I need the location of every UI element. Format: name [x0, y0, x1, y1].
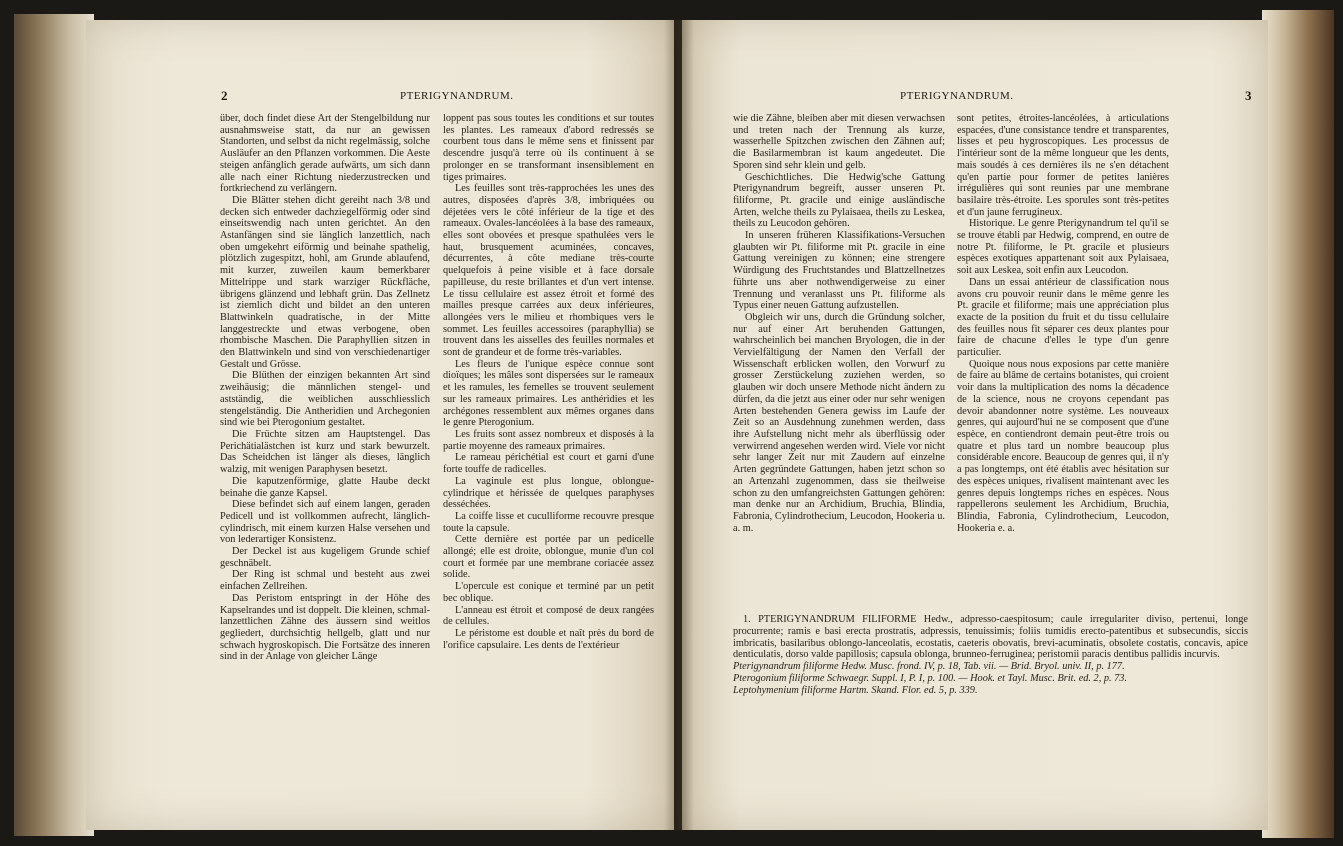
paragraph: L'anneau est étroit et composé de deux rangées de cellules.: [443, 604, 654, 628]
paragraph: Historique. Le genre Pterigynandrum tel qu'il se se trouve établi par Hedwig, comprend, en outre de notre Pt. filiforme, le Pt. gracile et plusieurs espèces exotiques appartenant soit aux Pylaisaea, soit aux Leskea, soit enfin aux Leucodon.: [957, 218, 1169, 277]
right-page-french-column: [957, 113, 1169, 534]
paragraph: La coiffe lisse et cuculliforme recouvre presque toute la capsule.: [443, 510, 654, 534]
paragraph: Le rameau périchétial est court et garni d'une forte touffe de radicelles.: [443, 452, 654, 476]
paragraph: sont petites, étroites-lancéolées, à articulations espacées, d'une consistance tendre et transparentes, lisses et peu hygroscopiques. Les processus de l'intérieur sont de la même longueur que les dents, mais soudés à ces dernières ils ne s'en détachent qu'en partie pour former de petites lanières irrégulières qui sont reunies par une membrane basilaire très-étroite. Les sporules sont très-petites et d'un jaune ferrugineux.: [957, 113, 1169, 218]
left-page-number: 2: [221, 88, 228, 103]
paragraph: über, doch findet diese Art der Stengelbildung nur ausnahmsweise statt, da nur an gewissen Standorten, und selbst da nicht regelmässig, solche Ausläufer an den Pflanzen vorkommen. Die Aeste steigen anfänglich gerade aufwärts, um sich dann alle nach einer Richtung niederzustrecken und fortkriechend zu verlängern.: [220, 113, 430, 195]
paragraph: Diese befindet sich auf einem langen, geraden Pedicell und ist vollkommen aufrecht, länglich-cylindrisch, mit einem kurzen Halse versehen und von lederartiger Konsistenz.: [220, 499, 430, 546]
paragraph: Les fruits sont assez nombreux et disposés à la partie moyenne des rameaux primaires.: [443, 428, 654, 452]
paragraph: In unseren früheren Klassifikations-Versuchen glaubten wir Pt. filiforme mit Pt. gracile in eine Gattung vereinigen zu können; eine strengere Würdigung des Fruchtstandes und Blattzellnetzes führte uns aber nothwendigerweise zu einer Trennung und veranlasst uns Pt. filiforme als Typus einer neuen Gattung aufzustellen.: [733, 230, 945, 312]
synonym-reference: Pterogonium filiforme Schwaegr. Suppl. I, P. I, p. 100. — Hook. et Tayl. Musc. Brit. ed. 2, p. 73.: [733, 672, 1128, 684]
book-gutter: [664, 20, 694, 830]
paragraph: wie die Zähne, bleiben aber mit diesen verwachsen und treten nach der Trennung als kurze, wasserhelle Spitzchen zwischen den Zähnen auf; die Basilarmembran ist kaum angedeutet. Die Sporen sind sehr klein und gelb.: [733, 113, 945, 171]
paragraph: Obgleich wir uns, durch die Gründung solcher, nur auf einer Art beruhenden Gattungen, wahrscheinlich bei manchen Bryologen, die in der Vervielfältigung der Namen den Verfall der Wissenschaft erblicken wollen, den Vorwurf zu grosser Zerstückelung zuziehen werden, so glauben wir doch unsere Methode nicht ändern zu dürfen, da die jetzt aus einer oder nur sehr wenigen Arten bestehenden Genera gewiss im Laufe der Zeit so an Ausdehnung zunehmen werden, dass ihre Aufstellung nicht mehr als überflüssig oder verwirrend angesehen werden wird. Viele vor nicht sehr langer Zeit nur mit Zaudern auf einzelne Arten gegründete Gattungen, haben jetzt schon so an Artenzahl zugenommen, dass sie theilweise schon zu den umfangreichsten Gattungen gehören: man denke nur an Archidium, Bruchia, Blindia, Fabronia, Cylindrothecium, Leucodon, Hookeria u. a. m.: [733, 311, 945, 534]
paragraph: Der Ring ist schmal und besteht aus zwei einfachen Zellreihen.: [220, 569, 430, 593]
paragraph: Die Blüthen der einzigen bekannten Art sind zweihäusig; die männlichen stengel- und astständig, die weiblichen ausschliesslich stengelständig. Die Antheridien und Archegonien sind wie bei Pterogonium gestaltet.: [220, 370, 430, 429]
synonym-reference: Leptohymenium filiforme Hartm. Skand. Flor. ed. 5, p. 339.: [733, 684, 978, 696]
left-page-german-column: [220, 113, 430, 663]
species-description: [733, 614, 1248, 697]
book-right-edge: [1262, 10, 1334, 838]
paragraph: Der Deckel ist aus kugeligem Grunde schief geschnäbelt.: [220, 546, 430, 569]
book-left-edge: [14, 14, 94, 836]
paragraph: Les feuilles sont très-rapprochées les unes des autres, disposées d'après 3/8, imbriquées ou déjetées vers le côté inférieur de la tige et des rameaux. Ovales-lancéolées à la base des rameaux, elles sont obovées et presque spathulées vers le haut, brusquement acuminées, concaves, décurrentes, à côte mediane très-courte quelquefois à peine visible et à face dorsale papilleuse, du reste brillantes et d'un vert intense. Le tissu cellulaire est assez étroit et formé des mailles presque carrées aux deux inférieures, allongées vers le milieu et rhombiques vers le sommet. Les feuilles accessoires (paraphyllia) se trouvent dans les aisselles des feuilles normales et sont de grandeur et de forme très-variables.: [443, 183, 654, 359]
paragraph: Dans un essai antérieur de classification nous avons cru pouvoir reunir dans le même genre les Pt. gracile et filiforme; mais une appréciation plus exacte de la position du fruit et du tissu cellulaire des feuilles nous fit séparer ces deux plantes pour faire de chacune d'elles le type d'un genre particulier.: [957, 276, 1169, 359]
paragraph: Les fleurs de l'unique espèce connue sont dioïques; les mâles sont dispersées sur le rameaux et les ramules, les femelles se trouvent seulement sur les rameaux primaires. Les anthéridies et les archégones ressemblent aux mêmes organes dans le genre Pterogonium.: [443, 358, 654, 429]
paragraph: Cette dernière est portée par un pedicelle allongé; elle est droite, oblongue, munie d'un col court et formée par une membrane coriacée assez solide.: [443, 534, 654, 581]
paragraph: Das Peristom entspringt in der Höhe des Kapselrandes und ist doppelt. Die kleinen, schmal-lanzettlichen Zähne des äussern sind weitlos gegliedert, durchsichtig hellgelb, glatt und nur schwach hygroskopisch. Die Fortsätze des inneren sind in der Anlage von gleicher Länge: [220, 592, 430, 663]
paragraph: Die kaputzenförmige, glatte Haube deckt beinahe die ganze Kapsel.: [220, 475, 430, 499]
right-running-title: PTERIGYNANDRUM.: [900, 90, 1014, 102]
synonym-reference: Pterigynandrum filiforme Hedw. Musc. frond. IV, p. 18, Tab. vii. — Brid. Bryol. univ. II, p. 177.: [733, 661, 1125, 673]
left-page-french-column: [443, 113, 654, 651]
paragraph: L'opercule est conique et terminé par un petit bec oblique.: [443, 581, 654, 604]
paragraph: Die Früchte sitzen am Hauptstengel. Das Perichätialästchen ist kurz und stark bewurzelt. Das Scheidchen ist länger als dieses, länglich walzig, mit wenigen Paraphysen besetzt.: [220, 428, 430, 476]
paragraph: Die Blätter stehen dicht gereiht nach 3/8 und decken sich entweder dachziegelförmig oder sind einseitswendig nach unten gerichtet. An den Astanfängen sind sie länglich lanzettlich, nach oben umgekehrt eiförmig und beinahe spathelig, plötzlich zugespitzt, hohl, am Grunde ablaufend, mit kurzer, zuweilen kaum bemerkbarer Mittelrippe und stark warziger Rückfläche, übrigens glänzend und lebhaft grün. Das Zellnetz ist ziemlich dicht und bildet an den unteren Blattwinkeln quadratische, in der Mitte langgestreckte und etwas verbogene, oben rhombische Maschen. Die Paraphyllien sitzen in den Blattwinkeln und sind von verschiedenartiger Gestalt und Grösse.: [220, 194, 430, 370]
left-running-title: PTERIGYNANDRUM.: [400, 90, 514, 102]
paragraph: La vaginule est plus longue, oblongue-cylindrique et hérissée de quelques paraphyses desséchées.: [443, 475, 654, 511]
species-diagnosis: 1. PTERIGYNANDRUM FILIFORME Hedw., adpresso-caespitosum; caule irregulariter diviso, pertenui, longe procurrente; ramis e basi erecta prostratis, adpressis, tenuissimis; foliis tumidis erecto-patentibus et subsecundis, siccis imbricatis, basilaribus oblongo-lanceolatis, ecostatis, caeteris obovatis, brevi-acuminatis, obsolete costatis, concavis, apice denticulatis, dorso valde papillosis; capsula oblonga, brunneo-ferruginea; peristomii paracis dentibus pallidis incurvis.: [733, 614, 1248, 661]
right-page-number: 3: [1245, 88, 1252, 103]
right-page-german-column: [733, 113, 945, 534]
paragraph: Geschichtliches. Die Hedwig'sche Gattung Pterigynandrum begreift, ausser unseren Pt. filiforme, Pt. gracile und einige ausländische Arten, welche theils zu Pylaisaea, theils zu Leskea, theils zu Leucodon gehören.: [733, 171, 945, 230]
paragraph: loppent pas sous toutes les conditions et sur toutes les plantes. Les rameaux d'abord redressés se courbent tous dans le même sens et finissent par descendre jusqu'à terre où ils continuent à se prolonger en se transformant insensiblement en tiges primaires.: [443, 113, 654, 183]
paragraph: Le péristome est double et naît près du bord de l'orifice capsulaire. Les dents de l'extérieur: [443, 627, 654, 651]
paragraph: Quoique nous nous exposions par cette manière de faire au blâme de certains botanistes, qui croient voir dans la multiplication des noms la décadence de la science, nous ne croyons cependant pas devoir abandonner notre système. Les nouveaux genres, qui aujourd'hui ne se composent que d'une espèce, en contiendront demain peut-être trois ou quatre et plus tard un nombre beaucoup plus considérable encore. Beaucoup de genres qui, il n'y a pas longtemps, ont été établis avec hésitation sur des espèces uniques, rivalisent maintenant avec les genres depuis longtemps riches en espèces. Nous rappellerons seulement les Archidium, Bruchia, Blindia, Fabronia, Cylindrothecium, Leucodon, Hookeria e. a.: [957, 358, 1169, 534]
